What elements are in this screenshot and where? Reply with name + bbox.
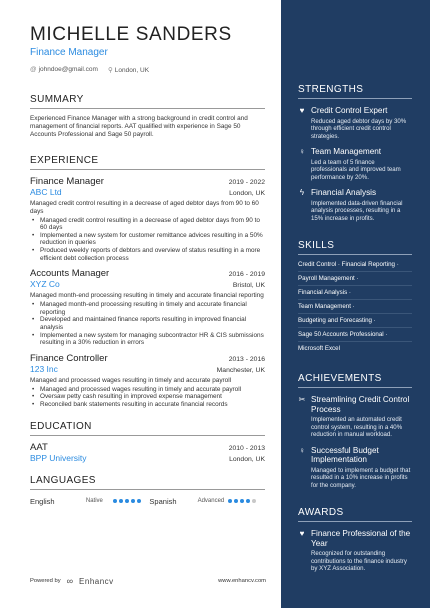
rating-dot (246, 499, 250, 503)
strength-title: Credit Control Expert (311, 106, 388, 115)
skill-tag: Sage 50 Accounts Professional · (298, 328, 412, 342)
language-name: English (30, 496, 55, 506)
skills-list (298, 258, 412, 355)
job-title: Finance Manager (30, 47, 108, 58)
experience-heading: EXPERIENCE (30, 155, 265, 170)
strength-desc: Led a team of 5 finance professionals and improved team performance by 20%. (311, 158, 401, 181)
languages-list (30, 497, 265, 506)
brand-name: Enhancv (79, 576, 114, 586)
job-entry-title: Accounts Manager (30, 268, 110, 280)
sidebar (281, 0, 430, 608)
rating-dot (240, 499, 244, 503)
education-location: London, UK (229, 455, 265, 463)
strength-title: Financial Analysis (311, 188, 377, 197)
summary-text: Experienced Finance Manager with a strong background in credit control and management of financial reports. AAT qualified with experience in Sage 50 Accounts Professional and Sage 50 payroll. (30, 115, 248, 139)
education-school: BPP University (30, 452, 87, 463)
education-entry (30, 442, 265, 463)
job-entry (30, 176, 265, 263)
tools-icon: ✂ (298, 395, 306, 404)
rating-dot (228, 499, 232, 503)
achievement-title: Streamlining Credit Control Process (311, 395, 410, 414)
powered-by-label: Powered by (30, 578, 61, 584)
location-item (108, 66, 149, 74)
location-pin-icon: ⚲ (107, 67, 113, 74)
education-dates: 2010 - 2013 (228, 444, 265, 452)
job-entry-dates: 2019 - 2022 (228, 178, 265, 186)
strength-desc: Reduced aged debtor days by 30% through efficient credit control strategies. (311, 117, 407, 140)
skill-tag: Payroll Management · (298, 272, 412, 286)
job-entry-location: Manchester, UK (216, 366, 265, 374)
languages-heading: LANGUAGES (30, 475, 265, 490)
skill-tag: Budgeting and Forecasting · (298, 314, 412, 328)
list-item: • Produced weekly reports of debtors and overview of status resulting in a more efficient debt collection process (30, 247, 265, 262)
rating-dot (252, 499, 256, 503)
enhancv-logo-icon: ∞ (66, 576, 74, 586)
achievements-heading: ACHIEVEMENTS (298, 373, 412, 388)
job-entry-location: Bristol, UK (232, 282, 265, 290)
language-rating (113, 499, 150, 503)
list-item: • Implemented a new system for managing subcontractor HR & CIS submissions resulting in a 30% reduction in errors (30, 332, 265, 347)
strength-desc: Implemented data-driven financial analysis processes, resulting in a 15% increase in profits. (311, 199, 403, 222)
skill-tag: Team Management · (298, 300, 412, 314)
heart-icon: ♥ (299, 106, 305, 115)
achievement-desc: Implemented an automated credit control system, resulting in a 40% reduction in manual workload. (311, 416, 403, 438)
job-entry-title: Finance Controller (30, 352, 108, 364)
website-link[interactable]: www.enhancv.com (218, 578, 266, 584)
achievement-desc: Managed to implement a budget that resulted in a 10% increase in profits for the company. (311, 466, 411, 489)
award-title: Finance Professional of the Year (311, 529, 411, 548)
job-entry-dates: 2016 - 2019 (228, 271, 265, 279)
job-entry (30, 353, 265, 409)
lightbulb-icon: ♀ (299, 147, 305, 156)
rating-dot (131, 499, 135, 503)
list-item: • Reconciled bank statements resulting in accurate financial records (30, 401, 265, 409)
rating-dot (234, 499, 238, 503)
job-entry (30, 268, 265, 347)
job-entry-company: 123 Inc (30, 363, 58, 374)
job-entry-location: London, UK (229, 189, 265, 197)
rating-dot (137, 499, 141, 503)
bolt-icon: ϟ (299, 188, 305, 197)
rating-dot (125, 499, 129, 503)
language-rating (228, 499, 265, 503)
powered-by (30, 576, 114, 586)
list-item: • Managed month-end processing resulting in timely and accurate financial reporting (30, 301, 265, 316)
contact-info (30, 66, 265, 74)
achievement-title: Successful Budget Implementation (311, 445, 379, 464)
award-item (298, 529, 412, 573)
job-entry-company: ABC Ltd (30, 186, 62, 197)
at-icon: @ (30, 66, 37, 73)
job-entry-dates: 2013 - 2016 (228, 355, 265, 363)
summary-heading: SUMMARY (30, 94, 265, 109)
job-entry-description: Managed and processed wages resulting in timely and accurate payroll (30, 376, 232, 384)
skills-heading: SKILLS (298, 240, 412, 255)
strength-item (298, 188, 412, 222)
job-entry-description: Managed credit control resulting in a decrease of aged debtor days from 90 to 60 days (30, 199, 259, 215)
email-item[interactable] (30, 66, 98, 74)
award-desc: Recognized for outstanding contributions to the finance industry by XYZ Association. (311, 550, 407, 572)
footer (30, 576, 266, 586)
strengths-heading: STRENGTHS (298, 84, 412, 99)
job-entry-title: Finance Manager (30, 175, 104, 187)
awards-heading: AWARDS (298, 507, 412, 522)
language-level: Advanced (197, 498, 225, 505)
achievement-item (298, 446, 412, 490)
skill-tag: Microsoft Excel (298, 345, 340, 352)
list-item: • Oversaw petty cash resulting in improved expense management (30, 393, 265, 401)
job-entry-description: Managed month-end processing resulting in timely and accurate financial reporting (30, 292, 264, 300)
list-item: • Implemented a new system for customer remittance advices resulting in a 50% reduction in queries (30, 232, 265, 247)
lightbulb-icon: ♀ (299, 445, 305, 455)
location-text: London, UK (114, 67, 150, 74)
candidate-name: MICHELLE SANDERS (30, 24, 232, 45)
skill-tag: Credit Control · Financial Reporting · (298, 258, 412, 272)
strength-title: Team Management (311, 147, 382, 156)
education-heading: EDUCATION (30, 421, 265, 436)
email-text: johndoe@gmail.com (38, 66, 98, 73)
strength-item (298, 147, 412, 181)
skill-tag: Financial Analysis · (298, 286, 412, 300)
heart-icon: ♥ (299, 529, 305, 538)
list-item: • Managed credit control resulting in a decrease of aged debtor days from 90 to 60 days (30, 217, 265, 232)
language-level: Native (85, 498, 103, 505)
achievement-item (298, 395, 412, 439)
language-name: Spanish (149, 496, 177, 506)
job-entry-company: XYZ Co (30, 279, 60, 290)
rating-dot (119, 499, 123, 503)
education-degree: AAT (30, 441, 48, 453)
list-item: • Managed and processed wages resulting in timely and accurate payroll (30, 386, 265, 394)
strength-item (298, 106, 412, 140)
rating-dot (113, 499, 117, 503)
list-item: • Developed and maintained finance reports resulting in improved financial analysis (30, 316, 265, 331)
